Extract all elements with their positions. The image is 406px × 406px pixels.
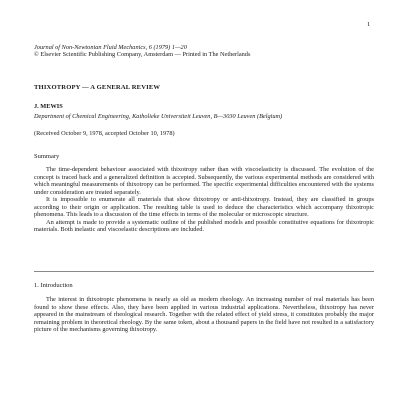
- page-number: 1: [367, 21, 371, 28]
- summary-paragraph: The time-dependent behaviour associated with thixotropy rather than with viscoelasticity is discussed. The evolution of the concept is traced back and a generalized definition is accepted. Subsequently, the various experimental methods are considered with which meaningful measurements of thixotropy can be performed. The specific experimental difficulties encountered with the systems under consideration are treated separately.: [34, 166, 374, 196]
- summary-paragraph: It is impossible to enumerate all materials that show thixotropy or anti-thixotropy. Instead, they are classified in groups according to their origin or application. The resulting table is used to deduce the characteristics which accompany thixotropic phenomena. This leads to a discussion of the time effects in terms of the molecular or microscopic structure.: [34, 196, 374, 219]
- publisher-line: © Elsevier Scientific Publishing Company, Amsterdam — Printed in The Netherlands: [34, 51, 251, 59]
- journal-citation: [34, 44, 250, 59]
- introduction-heading: 1. Introduction: [34, 282, 73, 289]
- summary-body: [34, 166, 374, 234]
- author-name: J. MEWIS: [34, 103, 63, 110]
- journal-name: Journal of Non-Newtonian Fluid Mechanics, 6 (1979) 1—20: [34, 44, 187, 51]
- summary-heading: Summary: [34, 153, 60, 160]
- received-dates: (Received October 9, 1978, accepted October 10, 1978): [34, 130, 175, 137]
- author-affiliation: Department of Chemical Engineering, Katholieke Universiteit Leuven, B—3030 Leuven (Belgium): [34, 113, 283, 120]
- section-divider: [34, 271, 374, 272]
- summary-paragraph: An attempt is made to provide a systematic outline of the published models and possible constitutive equations for thixotropic materials. Both inelastic and viscoelastic descriptions are included.: [34, 218, 374, 234]
- introduction-body: [34, 296, 374, 334]
- article-title: THIXOTROPY — A GENERAL REVIEW: [34, 84, 161, 91]
- introduction-paragraph: The interest in thixotropic phenomena is nearly as old as modern rheology. An increasing number of real materials has been found to show these effects. Also, they have been applied in various industrial applications. Nevertheless, thixotropy has never appeared in the mainstream of rheological research. Together with the related effect of yield stress, it constitutes probably the major remaining problem in theoretical rheology. By the same token, about a thousand papers in the field have not resulted in a satisfactory picture of the mechanisms governing thixotropy.: [34, 296, 374, 334]
